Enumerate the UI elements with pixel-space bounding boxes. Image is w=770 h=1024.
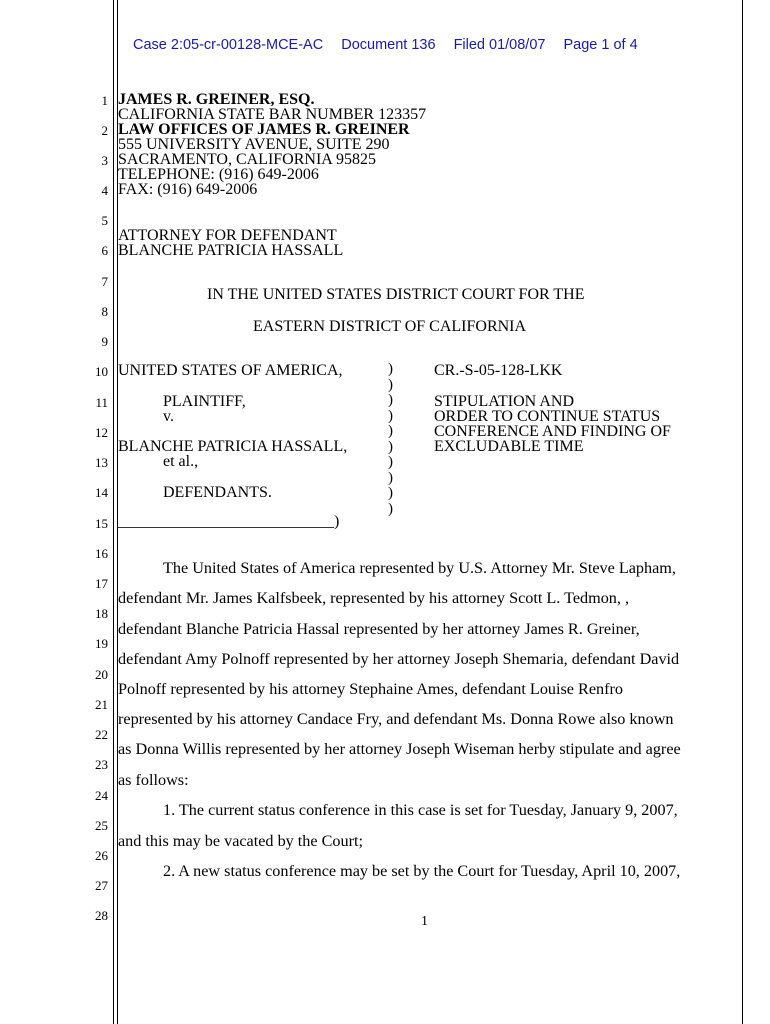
court-title: IN THE UNITED STATES DISTRICT COURT FOR THE [207,286,585,303]
document-title-line-4: EXCLUDABLE TIME [434,438,584,455]
document-number-header: Document 136 [341,37,436,53]
line-number: 28 [95,908,108,923]
court-district: EASTERN DISTRICT OF CALIFORNIA [253,318,527,335]
attorney-name: JAMES R. GREINER, ESQ. [118,91,315,108]
line-number: 4 [101,183,108,198]
line-number: 12 [95,425,108,440]
right-margin-rule [742,0,743,1024]
caption-closing-paren: ) [334,513,340,530]
line-number: 25 [95,818,108,833]
line-number: 1 [101,93,108,108]
firm-name: LAW OFFICES OF JAMES R. GREINER [118,121,410,138]
line-number: 2 [101,123,108,138]
body-line: as follows: [118,771,189,789]
line-number: 18 [95,606,108,621]
line-number: 15 [95,516,108,531]
body-line: The United States of America represented by U.S. Attorney Mr. Steve Lapham, [163,559,676,577]
line-number: 21 [95,697,108,712]
body-line: and this may be vacated by the Court; [118,832,363,850]
versus: v. [163,408,174,425]
line-number: 3 [101,153,108,168]
caption-underline-rule: ___________________________ [118,513,334,530]
line-number: 11 [95,395,108,410]
caption-parentheses: ) ) ) ) ) ) ) ) ) ) [388,361,393,517]
case-number: CR.-S-05-128-LKK [434,362,563,379]
body-line: represented by his attorney Candace Fry, and defendant Ms. Donna Rowe also known [118,710,674,728]
line-number: 9 [101,334,108,349]
case-number-header: Case 2:05-cr-00128-MCE-AC [133,37,324,53]
document-title-line-3: CONFERENCE AND FINDING OF [434,423,671,440]
body-line: Polnoff represented by his attorney Stephaine Ames, defendant Louise Renfro [118,680,623,698]
defendant-label: DEFENDANTS. [163,484,272,501]
line-number: 8 [101,304,108,319]
client-name: BLANCHE PATRICIA HASSALL [118,242,344,259]
page-count-header: Page 1 of 4 [563,37,638,53]
line-number: 10 [95,364,108,379]
line-number: 14 [95,485,108,500]
body-line: as Donna Willis represented by her attorney Joseph Wiseman herby stipulate and agree [118,740,681,758]
telephone: TELEPHONE: (916) 649-2006 [118,166,319,183]
city-address: SACRAMENTO, CALIFORNIA 95825 [118,151,376,168]
body-line: defendant Mr. James Kalfsbeek, represented by his attorney Scott L. Tedmon, , [118,589,630,607]
line-number: 27 [95,878,108,893]
line-number: 7 [101,274,108,289]
street-address: 555 UNIVERSITY AVENUE, SUITE 290 [118,136,390,153]
et-al: et al., [163,453,199,470]
plaintiff-label: PLAINTIFF, [163,393,246,410]
line-number: 16 [95,546,108,561]
caption-underline [118,514,339,529]
line-number: 5 [101,213,108,228]
body-line: 1. The current status conference in this case is set for Tuesday, January 9, 2007, [163,801,678,819]
line-number: 13 [95,455,108,470]
line-number: 22 [95,727,108,742]
page-number: 1 [421,914,428,929]
fax: FAX: (916) 649-2006 [118,181,258,198]
filed-date-header: Filed 01/08/07 [453,37,546,53]
body-line: defendant Amy Polnoff represented by her attorney Joseph Shemaria, defendant David [118,650,680,668]
line-number: 19 [95,636,108,651]
left-margin-rule-outer [113,0,114,1024]
line-number: 17 [95,576,108,591]
attorney-role: ATTORNEY FOR DEFENDANT [118,227,337,244]
line-number: 23 [95,757,108,772]
line-number: 26 [95,848,108,863]
ecf-header [133,37,652,53]
line-number: 24 [95,788,108,803]
body-line: defendant Blanche Patricia Hassal represented by her attorney James R. Greiner, [118,620,640,638]
document-title-line-1: STIPULATION AND [434,393,574,410]
document-title-line-2: ORDER TO CONTINUE STATUS [434,408,661,425]
bar-number: CALIFORNIA STATE BAR NUMBER 123357 [118,106,427,123]
defendant-party: BLANCHE PATRICIA HASSALL, [118,438,348,455]
line-number: 6 [101,243,108,258]
plaintiff-party: UNITED STATES OF AMERICA, [118,362,343,379]
line-number: 20 [95,667,108,682]
body-line: 2. A new status conference may be set by the Court for Tuesday, April 10, 2007, [163,862,681,880]
